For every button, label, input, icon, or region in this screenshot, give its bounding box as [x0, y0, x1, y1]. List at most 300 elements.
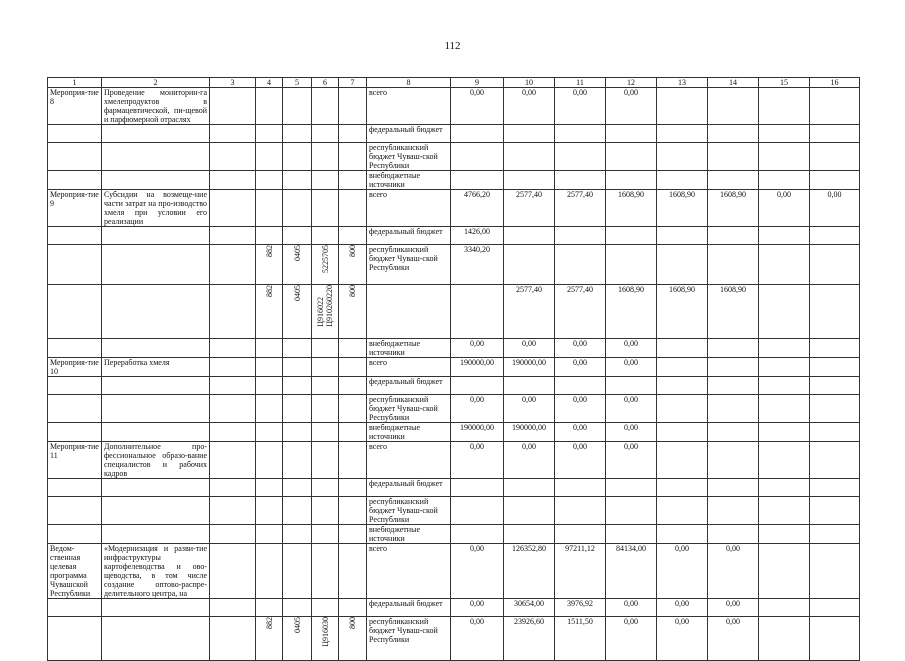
m9-c7-text: 800 — [348, 285, 357, 297]
vp-c16 — [810, 599, 860, 617]
vp-c13: 0,00 — [657, 617, 708, 661]
m11-description — [102, 479, 210, 497]
m9-c13: 1608,90 — [657, 190, 708, 227]
m11-c6 — [312, 497, 339, 525]
m9-c6 — [312, 339, 339, 358]
m9-c4 — [256, 339, 283, 358]
m8-c13 — [657, 125, 708, 143]
m11-c5 — [283, 442, 312, 479]
m9-c11 — [555, 245, 606, 285]
m9-c13 — [657, 339, 708, 358]
m11-c7 — [339, 479, 367, 497]
m10-c6 — [312, 377, 339, 395]
m10-source: республиканский бюджет Чуваш-ской Республики — [367, 395, 451, 423]
m11-c6 — [312, 442, 339, 479]
m9-c4 — [256, 285, 283, 339]
vp-c13: 0,00 — [657, 544, 708, 599]
m8-source: республиканский бюджет Чуваш-ской Республики — [367, 143, 451, 171]
m10-description — [102, 377, 210, 395]
m11-c10: 0,00 — [504, 442, 555, 479]
m10-c5 — [283, 377, 312, 395]
m11-source: внебюджетные источники — [367, 525, 451, 544]
vp-c15 — [759, 544, 810, 599]
m11-description: Дополнительное про-фессиональное образо-вание специалистов и рабочих кадров — [102, 442, 210, 479]
m10-c15 — [759, 377, 810, 395]
m9-c14: 1608,90 — [708, 190, 759, 227]
m11-c10 — [504, 497, 555, 525]
m10-c11: 0,00 — [555, 395, 606, 423]
m9-c4 — [256, 245, 283, 285]
col-header-6: 6 — [312, 78, 339, 88]
vp-c4 — [256, 544, 283, 599]
col-header-7: 7 — [339, 78, 367, 88]
m9-c13 — [657, 245, 708, 285]
m11-c16 — [810, 479, 860, 497]
m9-c10: 2577,40 — [504, 285, 555, 339]
col-header-8: 8 — [367, 78, 451, 88]
m9-c10: 0,00 — [504, 339, 555, 358]
m9-c14 — [708, 227, 759, 245]
vp-label — [48, 599, 102, 617]
m9-c5 — [283, 339, 312, 358]
m10-c12: 0,00 — [606, 395, 657, 423]
m10-c10: 190000,00 — [504, 423, 555, 442]
m9-label: Мероприя-тие 9 — [48, 190, 102, 227]
m9-c9: 3340,20 — [451, 245, 504, 285]
m9-c15 — [759, 245, 810, 285]
m11-row-0 — [48, 442, 860, 479]
vp-c7 — [339, 617, 367, 661]
m10-row-0 — [48, 358, 860, 377]
vp-c5-text: 0405 — [292, 617, 302, 633]
m9-c12: 1608,90 — [606, 285, 657, 339]
m11-c4 — [256, 442, 283, 479]
m8-c13 — [657, 171, 708, 190]
m8-c4 — [256, 171, 283, 190]
m8-row-0 — [48, 88, 860, 125]
m10-c16 — [810, 377, 860, 395]
vp-c12: 0,00 — [606, 599, 657, 617]
m9-c6 — [312, 227, 339, 245]
m9-c16 — [810, 245, 860, 285]
m9-c16: 0,00 — [810, 190, 860, 227]
m8-c4 — [256, 125, 283, 143]
m11-c14 — [708, 497, 759, 525]
m9-c4 — [256, 227, 283, 245]
m10-c10: 0,00 — [504, 395, 555, 423]
m8-c5 — [283, 88, 312, 125]
m11-col3 — [210, 479, 256, 497]
vp-c6 — [312, 599, 339, 617]
m10-c13 — [657, 423, 708, 442]
m9-col3 — [210, 245, 256, 285]
m10-c5 — [283, 395, 312, 423]
m11-source: всего — [367, 442, 451, 479]
col-header-5: 5 — [283, 78, 312, 88]
m9-row-4 — [48, 339, 860, 358]
col-header-4: 4 — [256, 78, 283, 88]
m10-label — [48, 423, 102, 442]
m9-c15 — [759, 339, 810, 358]
m9-c11: 0,00 — [555, 339, 606, 358]
m11-label — [48, 525, 102, 544]
m10-c12: 0,00 — [606, 358, 657, 377]
m8-c12: 0,00 — [606, 88, 657, 125]
vp-col3 — [210, 544, 256, 599]
m9-c12: 0,00 — [606, 339, 657, 358]
m10-c4 — [256, 358, 283, 377]
m10-row-1 — [48, 377, 860, 395]
m10-source: федеральный бюджет — [367, 377, 451, 395]
m11-c9 — [451, 497, 504, 525]
m8-label — [48, 143, 102, 171]
m10-c13 — [657, 358, 708, 377]
m9-description — [102, 245, 210, 285]
vp-c16 — [810, 544, 860, 599]
m9-c16 — [810, 227, 860, 245]
vp-label — [48, 617, 102, 661]
m11-c12 — [606, 479, 657, 497]
m10-c16 — [810, 358, 860, 377]
m11-c13 — [657, 525, 708, 544]
m10-col3 — [210, 377, 256, 395]
m11-c4 — [256, 479, 283, 497]
m9-c14 — [708, 339, 759, 358]
m9-col3 — [210, 190, 256, 227]
m10-c16 — [810, 395, 860, 423]
m10-c11: 0,00 — [555, 358, 606, 377]
m9-c9: 1426,00 — [451, 227, 504, 245]
m10-c6 — [312, 395, 339, 423]
m10-source: всего — [367, 358, 451, 377]
m8-c7 — [339, 143, 367, 171]
m10-c14 — [708, 358, 759, 377]
m8-c4 — [256, 143, 283, 171]
m11-description — [102, 525, 210, 544]
m8-c10: 0,00 — [504, 88, 555, 125]
vp-description — [102, 599, 210, 617]
m8-c5 — [283, 143, 312, 171]
m8-c11 — [555, 171, 606, 190]
m9-label — [48, 227, 102, 245]
vp-col3 — [210, 599, 256, 617]
m8-c13 — [657, 143, 708, 171]
m9-description: Субсидии на возмеще-ние части затрат на про-изводство хмеля при условии его реализации — [102, 190, 210, 227]
vp-c10: 126352,80 — [504, 544, 555, 599]
vp-description: «Модернизация и разви-тие инфраструктуры картофелеводства и ово-щеводства, в том числе создание оптово-распре-делительного центра, на — [102, 544, 210, 599]
m10-c14 — [708, 423, 759, 442]
vp-c12: 84134,00 — [606, 544, 657, 599]
m8-source: внебюджетные источники — [367, 171, 451, 190]
m11-c11 — [555, 479, 606, 497]
m8-c12 — [606, 171, 657, 190]
m9-c5-text: 0405 — [292, 285, 302, 301]
vp-c11: 97211,12 — [555, 544, 606, 599]
vp-c11: 1511,50 — [555, 617, 606, 661]
m9-c4-text: 882 — [264, 285, 274, 297]
m9-c16 — [810, 339, 860, 358]
m11-col3 — [210, 525, 256, 544]
m8-c16 — [810, 171, 860, 190]
m8-c12 — [606, 125, 657, 143]
m9-label — [48, 285, 102, 339]
m10-c9 — [451, 377, 504, 395]
m8-c10 — [504, 125, 555, 143]
vp-c15 — [759, 617, 810, 661]
vp-c14: 0,00 — [708, 617, 759, 661]
m9-c5 — [283, 190, 312, 227]
m11-col3 — [210, 497, 256, 525]
m9-c5 — [283, 285, 312, 339]
m11-row-2 — [48, 497, 860, 525]
m9-col3 — [210, 285, 256, 339]
col-header-14: 14 — [708, 78, 759, 88]
m9-c6-text: 5225705 — [320, 245, 330, 273]
m10-c11 — [555, 377, 606, 395]
vp-label: Ведом-ственная целевая программа Чувашской Республики — [48, 544, 102, 599]
m8-c14 — [708, 125, 759, 143]
m9-col3 — [210, 339, 256, 358]
m10-row-3 — [48, 423, 860, 442]
vp-row-1 — [48, 599, 860, 617]
m11-c7 — [339, 525, 367, 544]
m9-description — [102, 339, 210, 358]
m9-c7-text: 800 — [348, 245, 357, 257]
m8-c14 — [708, 171, 759, 190]
m11-c4 — [256, 497, 283, 525]
m9-c11: 2577,40 — [555, 285, 606, 339]
m11-c13 — [657, 479, 708, 497]
m8-c10 — [504, 171, 555, 190]
vp-c4 — [256, 599, 283, 617]
m8-source: всего — [367, 88, 451, 125]
m9-source: всего — [367, 190, 451, 227]
m10-c6 — [312, 423, 339, 442]
m11-c16 — [810, 442, 860, 479]
m10-c12 — [606, 377, 657, 395]
m10-c15 — [759, 423, 810, 442]
col-header-12: 12 — [606, 78, 657, 88]
m8-c6 — [312, 125, 339, 143]
vp-c6 — [312, 617, 339, 661]
col-header-2: 2 — [102, 78, 210, 88]
m8-c15 — [759, 171, 810, 190]
m9-c9 — [451, 285, 504, 339]
m8-c4 — [256, 88, 283, 125]
m8-label — [48, 171, 102, 190]
m8-c5 — [283, 171, 312, 190]
m9-c7 — [339, 245, 367, 285]
m11-c13 — [657, 442, 708, 479]
m11-c14 — [708, 525, 759, 544]
m8-col3 — [210, 171, 256, 190]
m11-source: федеральный бюджет — [367, 479, 451, 497]
m8-row-1 — [48, 125, 860, 143]
m9-c5 — [283, 245, 312, 285]
m8-col3 — [210, 88, 256, 125]
m10-c4 — [256, 377, 283, 395]
m8-c16 — [810, 143, 860, 171]
m10-c13 — [657, 395, 708, 423]
m11-source: республиканский бюджет Чуваш-ской Республики — [367, 497, 451, 525]
m10-c9: 190000,00 — [451, 358, 504, 377]
vp-source: республиканский бюджет Чуваш-ской Республики — [367, 617, 451, 661]
m9-c10 — [504, 227, 555, 245]
vp-c5 — [283, 617, 312, 661]
m10-c11: 0,00 — [555, 423, 606, 442]
col-header-3: 3 — [210, 78, 256, 88]
m9-source — [367, 285, 451, 339]
vp-c12: 0,00 — [606, 617, 657, 661]
m9-c13: 1608,90 — [657, 285, 708, 339]
m9-c12: 1608,90 — [606, 190, 657, 227]
m9-c6 — [312, 245, 339, 285]
m8-c5 — [283, 125, 312, 143]
m9-label — [48, 339, 102, 358]
m9-row-1 — [48, 227, 860, 245]
m9-c13 — [657, 227, 708, 245]
m9-description — [102, 227, 210, 245]
m11-c4 — [256, 525, 283, 544]
m10-col3 — [210, 423, 256, 442]
m9-c5 — [283, 227, 312, 245]
m10-description: Переработка хмеля — [102, 358, 210, 377]
vp-c13: 0,00 — [657, 599, 708, 617]
m11-c6 — [312, 479, 339, 497]
m9-c15 — [759, 227, 810, 245]
m8-c6 — [312, 171, 339, 190]
m9-c9: 4766,20 — [451, 190, 504, 227]
m10-label — [48, 377, 102, 395]
m10-c16 — [810, 423, 860, 442]
m10-label — [48, 395, 102, 423]
budget-table — [47, 77, 860, 661]
m8-c7 — [339, 125, 367, 143]
m10-col3 — [210, 358, 256, 377]
m9-c14: 1608,90 — [708, 285, 759, 339]
m9-label — [48, 245, 102, 285]
vp-c5 — [283, 599, 312, 617]
m8-c11 — [555, 143, 606, 171]
m9-c6 — [312, 285, 339, 339]
m9-c4 — [256, 190, 283, 227]
m10-c15 — [759, 395, 810, 423]
m11-c14 — [708, 479, 759, 497]
m8-label: Мероприя-тие 8 — [48, 88, 102, 125]
m11-label — [48, 497, 102, 525]
vp-c7 — [339, 599, 367, 617]
m10-source: внебюджетные источники — [367, 423, 451, 442]
m8-c15 — [759, 88, 810, 125]
vp-c7 — [339, 544, 367, 599]
m8-label — [48, 125, 102, 143]
m8-description — [102, 171, 210, 190]
m9-c16 — [810, 285, 860, 339]
vp-c6-text: Ц916030 — [320, 617, 330, 647]
m11-c15 — [759, 479, 810, 497]
m10-c10: 190000,00 — [504, 358, 555, 377]
m10-c5 — [283, 423, 312, 442]
vp-description — [102, 617, 210, 661]
header-row — [48, 78, 860, 88]
m8-c6 — [312, 143, 339, 171]
m9-row-3 — [48, 285, 860, 339]
m11-c6 — [312, 525, 339, 544]
m10-c4 — [256, 423, 283, 442]
m9-c14 — [708, 245, 759, 285]
vp-row-2 — [48, 617, 860, 661]
m8-c7 — [339, 171, 367, 190]
vp-row-0 — [48, 544, 860, 599]
vp-col3 — [210, 617, 256, 661]
m11-c10 — [504, 525, 555, 544]
m9-c12 — [606, 227, 657, 245]
vp-c9: 0,00 — [451, 617, 504, 661]
m11-description — [102, 497, 210, 525]
m11-c9 — [451, 525, 504, 544]
m9-c15 — [759, 285, 810, 339]
col-header-13: 13 — [657, 78, 708, 88]
m8-source: федеральный бюджет — [367, 125, 451, 143]
vp-c5 — [283, 544, 312, 599]
m9-c7 — [339, 190, 367, 227]
vp-c14: 0,00 — [708, 599, 759, 617]
page-number: 112 — [444, 40, 461, 52]
col-header-11: 11 — [555, 78, 606, 88]
m11-row-1 — [48, 479, 860, 497]
m8-c14 — [708, 88, 759, 125]
m11-c16 — [810, 497, 860, 525]
m8-c9 — [451, 171, 504, 190]
m8-col3 — [210, 143, 256, 171]
m10-c10 — [504, 377, 555, 395]
col-header-1: 1 — [48, 78, 102, 88]
m8-description — [102, 125, 210, 143]
vp-c7-text: 800 — [348, 617, 357, 629]
m8-description — [102, 143, 210, 171]
m11-label: Мероприя-тие 11 — [48, 442, 102, 479]
vp-c9: 0,00 — [451, 599, 504, 617]
m8-c16 — [810, 88, 860, 125]
m8-c15 — [759, 125, 810, 143]
m9-c5-text: 0405 — [292, 245, 302, 261]
m8-c16 — [810, 125, 860, 143]
m10-c7 — [339, 358, 367, 377]
m9-c6 — [312, 190, 339, 227]
m9-c7 — [339, 227, 367, 245]
m11-c15 — [759, 525, 810, 544]
m10-c9: 190000,00 — [451, 423, 504, 442]
m9-c6-text: Ц916022 Ц910260220 — [316, 285, 334, 327]
m8-c10 — [504, 143, 555, 171]
m10-c13 — [657, 377, 708, 395]
m10-c4 — [256, 395, 283, 423]
vp-c15 — [759, 599, 810, 617]
m9-source: республиканский бюджет Чуваш-ской Республики — [367, 245, 451, 285]
m11-c12 — [606, 497, 657, 525]
m10-c14 — [708, 395, 759, 423]
m11-label — [48, 479, 102, 497]
vp-c16 — [810, 617, 860, 661]
m11-c12 — [606, 525, 657, 544]
m10-label: Мероприя-тие 10 — [48, 358, 102, 377]
m8-col3 — [210, 125, 256, 143]
m8-c6 — [312, 88, 339, 125]
vp-c14: 0,00 — [708, 544, 759, 599]
vp-c4-text: 882 — [264, 617, 274, 629]
m10-c5 — [283, 358, 312, 377]
m10-c7 — [339, 423, 367, 442]
